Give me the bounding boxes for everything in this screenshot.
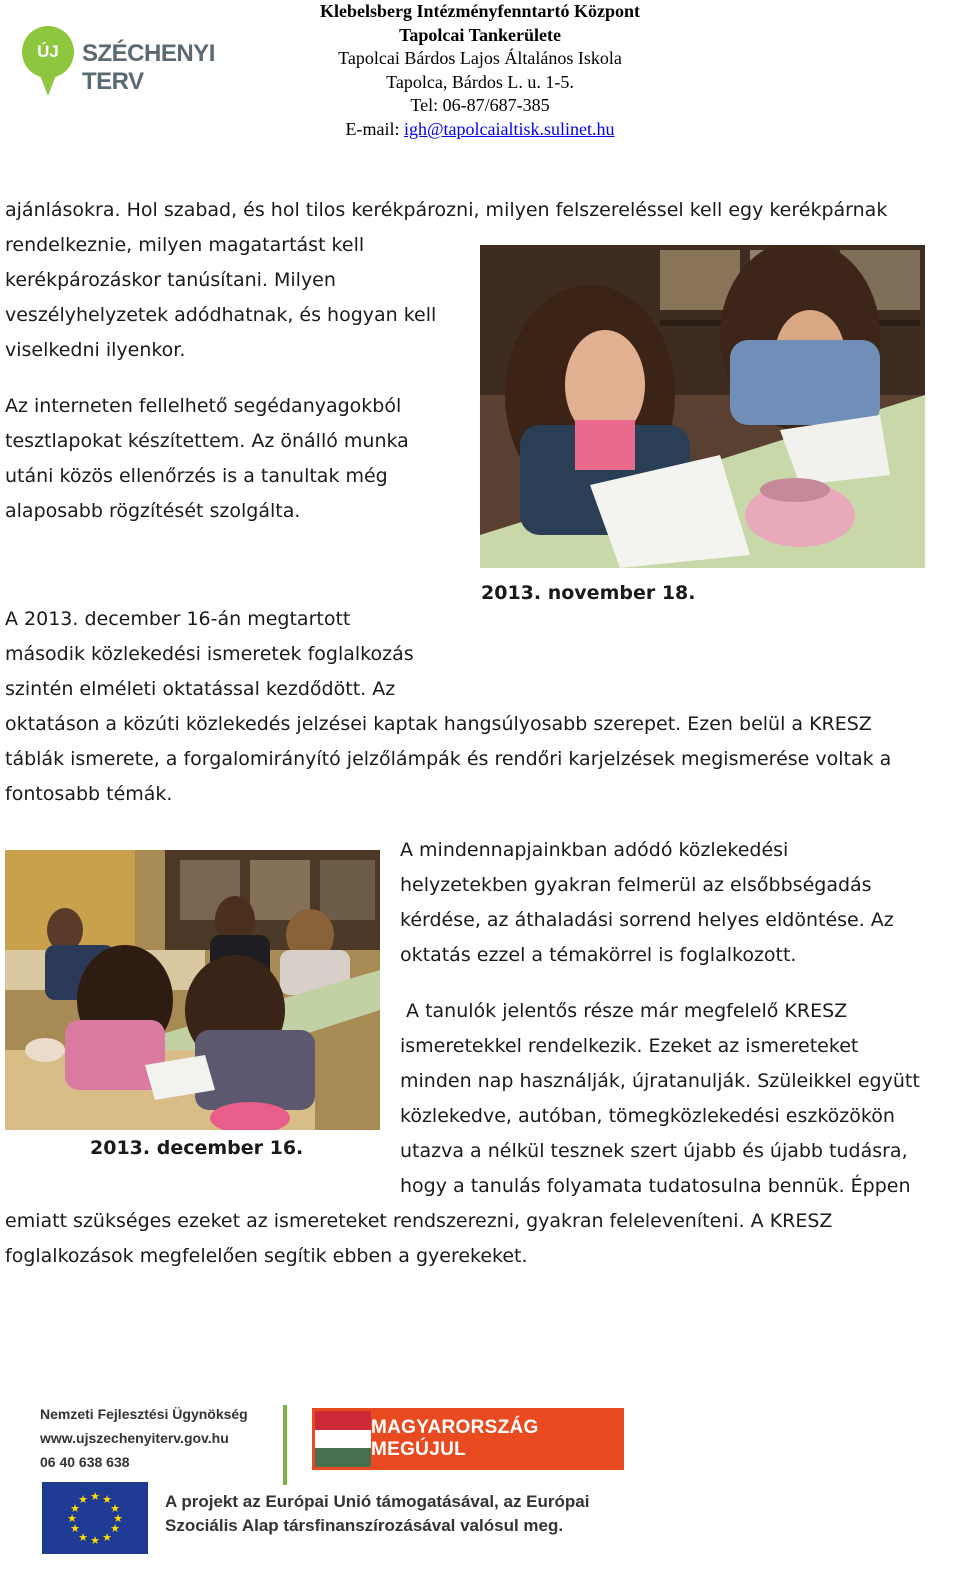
para3-line4: oktatáson a közúti közlekedés jelzései kaptak hangsúlyosabb szerepet. Ezen belül a KRESZ bbox=[5, 713, 872, 735]
para3-line1: A 2013. december 16-án megtartott bbox=[5, 608, 351, 630]
photo2-caption: 2013. december 16. bbox=[90, 1137, 304, 1159]
header-line-email bbox=[270, 118, 690, 142]
svg-text:★: ★ bbox=[110, 1502, 120, 1515]
header-line-school: Tapolcai Bárdos Lajos Általános Iskola bbox=[338, 48, 622, 68]
header-line-district: Tapolcai Tankerülete bbox=[399, 24, 561, 45]
para5-line2: ismeretekkel rendelkezik. Ezeket az ismereteket bbox=[400, 1035, 859, 1057]
para3-line5: táblák ismerete, a forgalomirányító jelzőlámpák és rendőri karjelzések megismerése voltak a bbox=[5, 748, 892, 770]
school-header bbox=[270, 0, 690, 141]
para5-line1: A tanulók jelentős része már megfelelő KRESZ bbox=[400, 1000, 848, 1022]
svg-text:★: ★ bbox=[70, 1522, 80, 1535]
agency-block bbox=[40, 1402, 270, 1474]
para2-line3: utáni közös ellenőrzés is a tanultak még bbox=[5, 465, 388, 487]
svg-text:★: ★ bbox=[70, 1502, 80, 1515]
svg-text:★: ★ bbox=[110, 1522, 120, 1535]
photo1-caption: 2013. november 18. bbox=[481, 582, 696, 604]
para2-line1: Az interneten fellelhető segédanyagokból bbox=[5, 395, 402, 417]
para5-line5: utazva a nélkül tesznek szert újabb és újabb tudásra, bbox=[400, 1140, 908, 1162]
para5-line3: minden nap használják, újratanulják. Szüleikkel együtt bbox=[400, 1070, 920, 1092]
para1-line1: ajánlásokra. Hol szabad, és hol tilos kerékpározni, milyen felszereléssel kell egy kerékpárnak bbox=[5, 199, 888, 221]
magyarorszag-megujul-banner bbox=[312, 1408, 624, 1470]
para1-line4: veszélyhelyzetek adódhatnak, és hogyan kell bbox=[5, 304, 437, 326]
svg-text:★: ★ bbox=[78, 1531, 88, 1544]
email-label: E-mail: bbox=[345, 118, 404, 139]
para1-line2: rendelkeznie, milyen magatartást kell bbox=[5, 234, 365, 256]
svg-text:★: ★ bbox=[78, 1493, 88, 1506]
para5-line6: hogy a tanulás folyamata tudatosulna bennük. Éppen bbox=[400, 1175, 911, 1197]
agency-phone: 06 40 638 638 bbox=[40, 1454, 130, 1470]
para5-line4: közlekedve, autóban, tömegközlekedési eszközökön bbox=[400, 1105, 895, 1127]
para5-line7: emiatt szükséges ezeket az ismereteket rendszerezni, gyakran feleleveníteni. A KRESZ bbox=[5, 1210, 833, 1232]
szechenyi-terv-logo bbox=[22, 26, 272, 104]
para2-line2: tesztlapokat készítettem. Az önálló munka bbox=[5, 430, 409, 452]
svg-text:★: ★ bbox=[90, 1490, 100, 1503]
para3-line6: fontosabb témák. bbox=[5, 783, 173, 805]
para1-line5: viselkedni ilyenkor. bbox=[5, 339, 186, 361]
para4-line3: kérdése, az áthaladási sorrend helyes eldöntése. Az bbox=[400, 909, 894, 931]
para3-line3: szintén elméleti oktatással kezdődött. Az bbox=[5, 678, 396, 700]
eu-line2: Szociális Alap társfinanszírozásával valósul meg. bbox=[165, 1516, 564, 1535]
logo-badge: ÚJ bbox=[22, 26, 74, 78]
footer-divider bbox=[283, 1405, 287, 1485]
eu-flag-icon bbox=[42, 1482, 148, 1554]
para5-line8: foglalkozások megfelelően segítik ebben a gyerekeket. bbox=[5, 1245, 528, 1267]
header-line-phone: Tel: 06-87/687-385 bbox=[410, 95, 550, 115]
svg-text:★: ★ bbox=[67, 1512, 77, 1525]
para2-line4: alaposabb rögzítését szolgálta. bbox=[5, 500, 301, 522]
header-line-org: Klebelsberg Intézményfenntartó Központ bbox=[320, 1, 640, 21]
para3-line2: második közlekedési ismeretek foglalkozás bbox=[5, 643, 414, 665]
classroom-photo-december bbox=[5, 850, 380, 1130]
svg-text:★: ★ bbox=[90, 1534, 100, 1547]
para4-line2: helyzetekben gyakran felmerül az elsőbbségadás bbox=[400, 874, 872, 896]
eu-line1: A projekt az Európai Unió támogatásával, az Európai bbox=[165, 1492, 590, 1511]
agency-name: Nemzeti Fejlesztési Ügynökség bbox=[40, 1406, 248, 1422]
logo-text: SZÉCHENYI TERV bbox=[82, 40, 215, 95]
svg-text:★: ★ bbox=[113, 1512, 123, 1525]
svg-text:★: ★ bbox=[102, 1531, 112, 1544]
eu-funding-note bbox=[165, 1490, 635, 1538]
classroom-photo-november bbox=[480, 245, 925, 568]
svg-text:★: ★ bbox=[102, 1493, 112, 1506]
header-line-address: Tapolca, Bárdos L. u. 1-5. bbox=[386, 71, 574, 92]
para1-line3: kerékpározáskor tanúsítani. Milyen bbox=[5, 269, 336, 291]
para4-line1: A mindennapjainkban adódó közlekedési bbox=[400, 839, 789, 861]
hungarian-flag-icon bbox=[315, 1411, 371, 1467]
slogan-text: MAGYARORSZÁG MEGÚJUL bbox=[371, 1411, 621, 1467]
agency-website: www.ujszechenyiterv.gov.hu bbox=[40, 1430, 229, 1446]
email-link[interactable]: igh@tapolcaialtisk.sulinet.hu bbox=[403, 118, 615, 139]
para4-line4: oktatás ezzel a témakörrel is foglalkozott. bbox=[400, 944, 797, 966]
logo-pin-tail bbox=[38, 70, 58, 96]
